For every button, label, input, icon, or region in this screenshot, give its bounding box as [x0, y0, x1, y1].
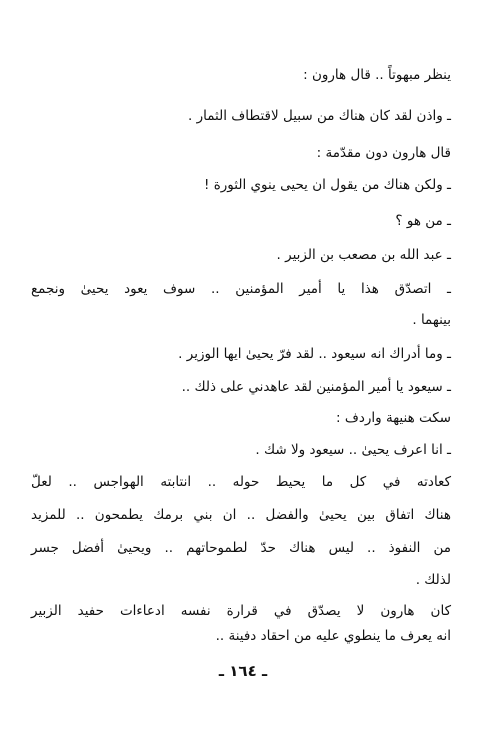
- text-line-16: لذلك .: [415, 572, 451, 588]
- text-line-3: قال هارون دون مقدّمة :: [316, 145, 451, 161]
- text-line-5: ـ من هو ؟: [395, 213, 451, 229]
- page-number: ـ ١٦٤ ـ: [218, 662, 268, 680]
- text-line-9: ـ وما أدراك انه سيعود .. لقد فرّ يحيىٰ ايها الوزير .: [178, 346, 451, 362]
- text-line-1: ينظر مبهوتاً .. قال هارون :: [303, 67, 451, 83]
- text-line-11: سكت هنيهة واردف :: [336, 410, 451, 426]
- text-line-7: ـ اتصدّق هذا يا أمير المؤمنين .. سوف يعود يحيىٰ ونجمع: [31, 281, 451, 297]
- text-line-8: بينهما .: [412, 312, 451, 328]
- text-line-10: ـ سيعود يا أمير المؤمنين لقد عاهدني على ذلك ..: [181, 379, 451, 395]
- text-line-2: ـ واذن لقد كان هناك من سبيل لاقتطاف الثمار .: [188, 108, 451, 124]
- text-line-15: من النفوذ .. ليس هناك حدّ لطموحاتهم .. ويحيىٰ أفضل جسر: [31, 540, 451, 556]
- text-line-6: ـ عبد الله بن مصعب بن الزبير .: [276, 247, 451, 263]
- text-line-13: كعادته في كل ما يحيط حوله .. انتابته الهواجس .. لعلّ: [31, 474, 451, 490]
- text-line-4: ـ ولكن هناك من يقول ان يحيى ينوي الثورة !: [203, 177, 451, 193]
- text-line-12: ـ انا اعرف يحيىٰ .. سيعود ولا شك .: [255, 442, 451, 458]
- text-line-14: هناك اتفاق بين يحيىٰ والفضل .. ان بني برمك يطمحون .. للمزيد: [31, 507, 451, 523]
- text-line-17: كان هارون لا يصدّق في قرارة نفسه ادعاءات حفيد الزبير: [31, 603, 451, 619]
- text-line-18: انه يعرف ما ينطوي عليه من احقاد دفينة ..: [215, 628, 451, 644]
